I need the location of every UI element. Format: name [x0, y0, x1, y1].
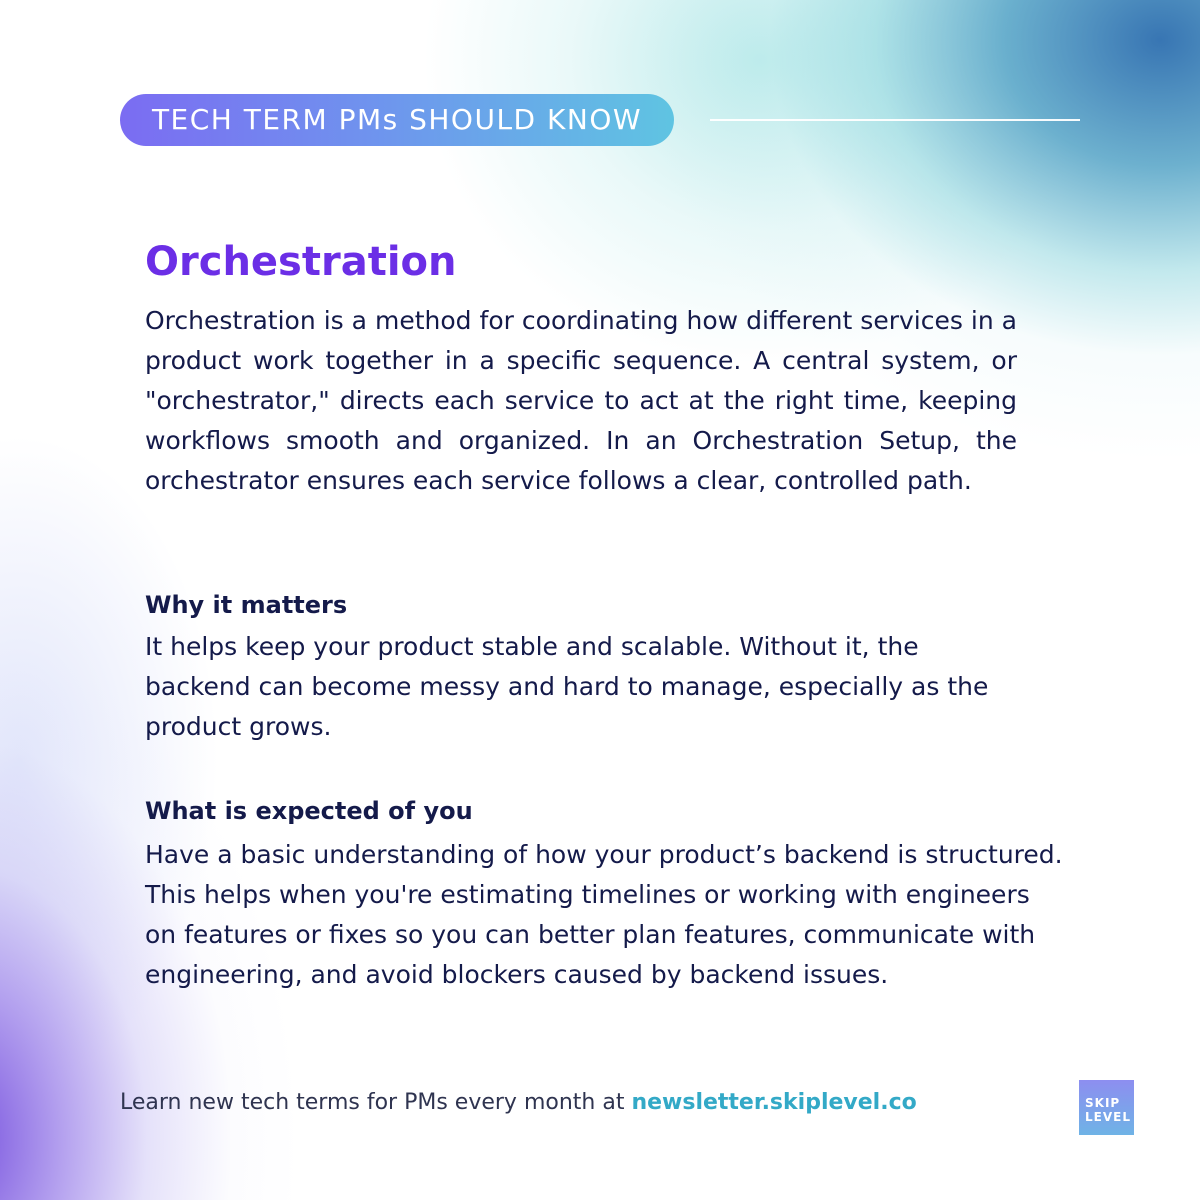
- category-badge: TECH TERM PMs SHOULD KNOW: [120, 94, 674, 146]
- newsletter-link[interactable]: newsletter.skiplevel.co: [631, 1090, 917, 1115]
- skiplevel-logo: [1079, 1080, 1134, 1135]
- why-it-matters-heading: Why it matters: [145, 591, 348, 619]
- expected-body: Have a basic understanding of how your product’s backend is structured. This helps when you're estimating timelines or working with engineers on features or fixes so you can better plan features, communicate with engineering, and avoid blockers caused by backend issues.: [145, 840, 1063, 989]
- logo-line-level: LEVEL: [1085, 1110, 1131, 1124]
- header-divider: [710, 119, 1080, 121]
- term-definition: Orchestration is a method for coordinating how different services in a product work together in a specific sequence. A central system, or "orchestrator," directs each service to act at the right time, keeping workflows smooth and organized. In an Orchestration Setup, the orchestrator ensures each service follows a clear, controlled path.: [145, 306, 1017, 495]
- term-title: Orchestration: [145, 239, 457, 285]
- expected-heading: What is expected of you: [145, 797, 473, 825]
- why-it-matters-body: It helps keep your product stable and scalable. Without it, the backend can become messy and hard to manage, especially as the product grows.: [145, 632, 989, 741]
- footer-text: Learn new tech terms for PMs every month at: [120, 1090, 632, 1115]
- footer-cta: [120, 1090, 917, 1115]
- logo-line-skip: SKIP: [1085, 1096, 1121, 1110]
